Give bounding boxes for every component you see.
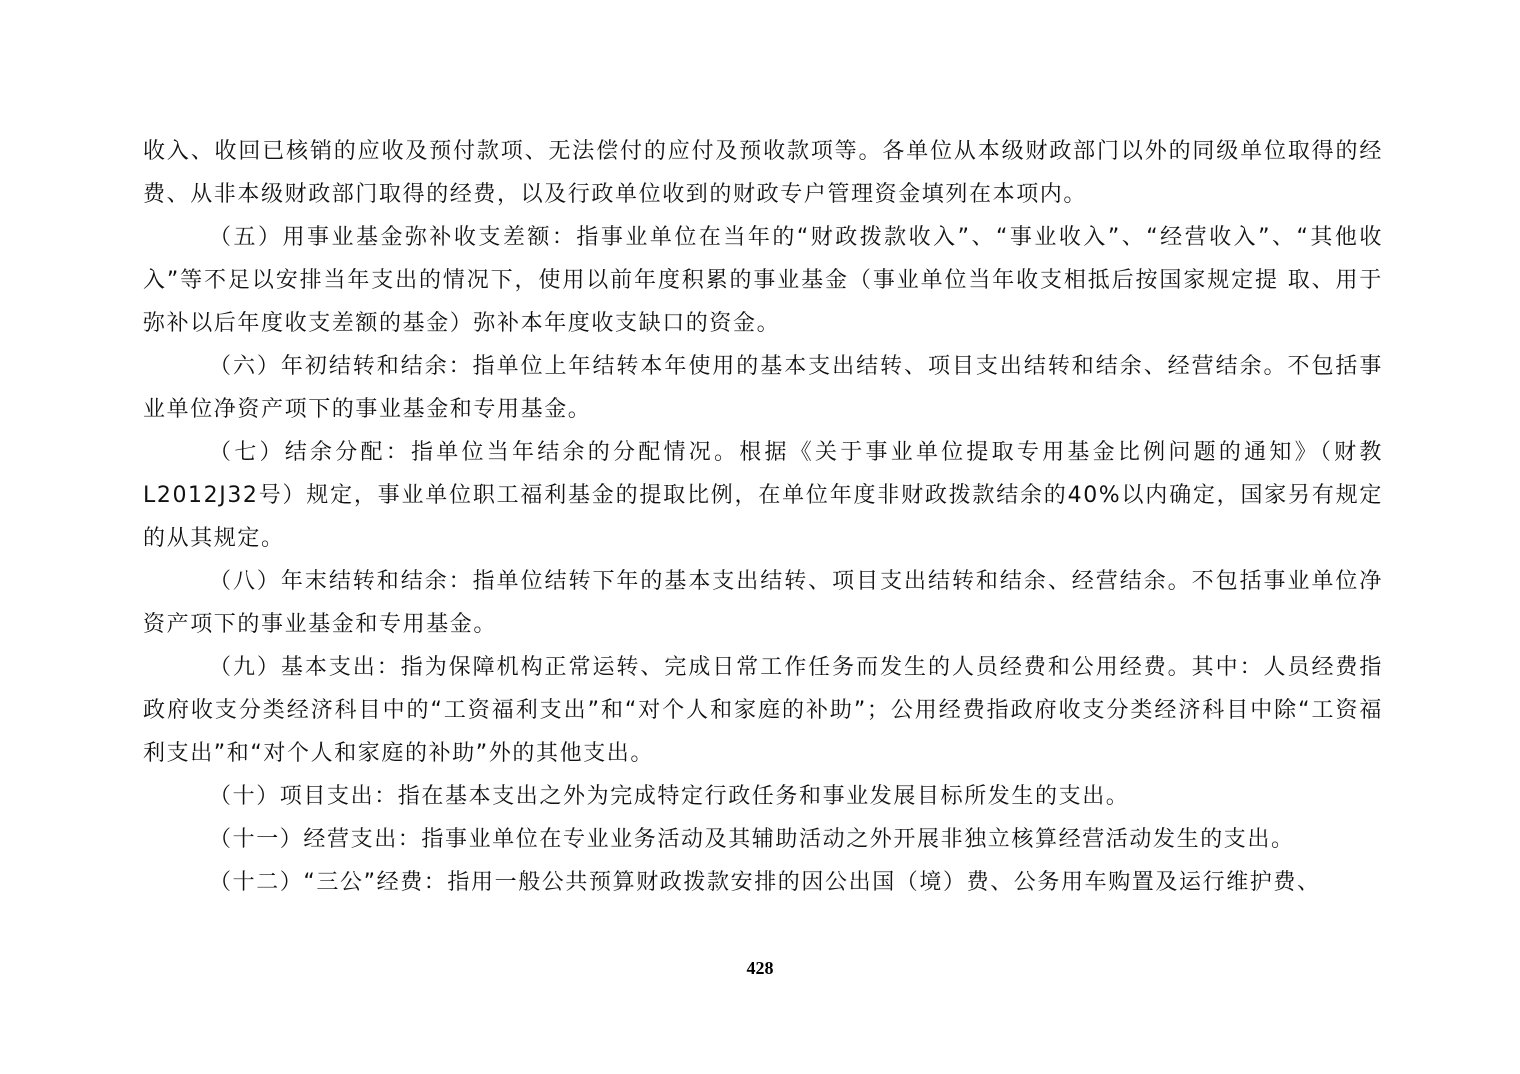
paragraph-item-6: （六）年初结转和结余：指单位上年结转本年使用的基本支出结转、项目支出结转和结余、经营结余。不包括事业单位净资产项下的事业基金和专用基金。 [143, 354, 1383, 422]
paragraph-item-5: （五）用事业基金弥补收支差额：指事业单位在当年的“财政拨款收入”、“事业收入”、“经营收入”、“其他收入”等不足以安排当年支出的情况下，使用以前年度积累的事业基金（事业单位当年收支相抵后按国家规定提 取、用于弥补以后年度收支差额的基金）弥补本年度收支缺口的资金。 [143, 225, 1383, 336]
paragraph-continuation: 收入、收回已核销的应收及预付款项、无法偿付的应付及预收款项等。各单位从本级财政部门以外的同级单位取得的经 费、从非本级财政部门取得的经费，以及行政单位收到的财政专户管理资金填列在本项内。 [143, 139, 1383, 207]
body-text [143, 130, 1383, 904]
paragraph-item-11: （十一）经营支出：指事业单位在专业业务活动及其辅助活动之外开展非独立核算经营活动发生的支出。 [209, 827, 1295, 852]
paragraph-item-8: （八）年末结转和结余：指单位结转下年的基本支出结转、项目支出结转和结余、经营结余。不包括事业单位净资产项下的事业基金和专用基金。 [143, 569, 1383, 637]
paragraph-item-9: （九）基本支出：指为保障机构正常运转、完成日常工作任务而发生的人员经费和公用经费。其中：人员经费指政府收支分类经济科目中的“工资福利支出”和“对个人和家庭的补助”；公用经费指政府收支分类经济科目中除“工资福利支出”和“对个人和家庭的补助”外的其他支出。 [143, 655, 1383, 766]
paragraph-item-10: （十）项目支出：指在基本支出之外为完成特定行政任务和事业发展目标所发生的支出。 [209, 784, 1130, 809]
page-number: 428 [746, 958, 774, 978]
paragraph-item-7: （七）结余分配：指单位当年结余的分配情况。根据《关于事业单位提取专用基金比例问题的通知》（财教L2012J32号）规定，事业单位职工福利基金的提取比例，在单位年度非财政拨款结余的40%以内确定，国家另有规定的从其规定。 [143, 440, 1383, 551]
paragraph-item-12: （十二）“三公”经费：指用一般公共预算财政拨款安排的因公出国（境）费、公务用车购置及运行维护费、 [209, 870, 1321, 895]
